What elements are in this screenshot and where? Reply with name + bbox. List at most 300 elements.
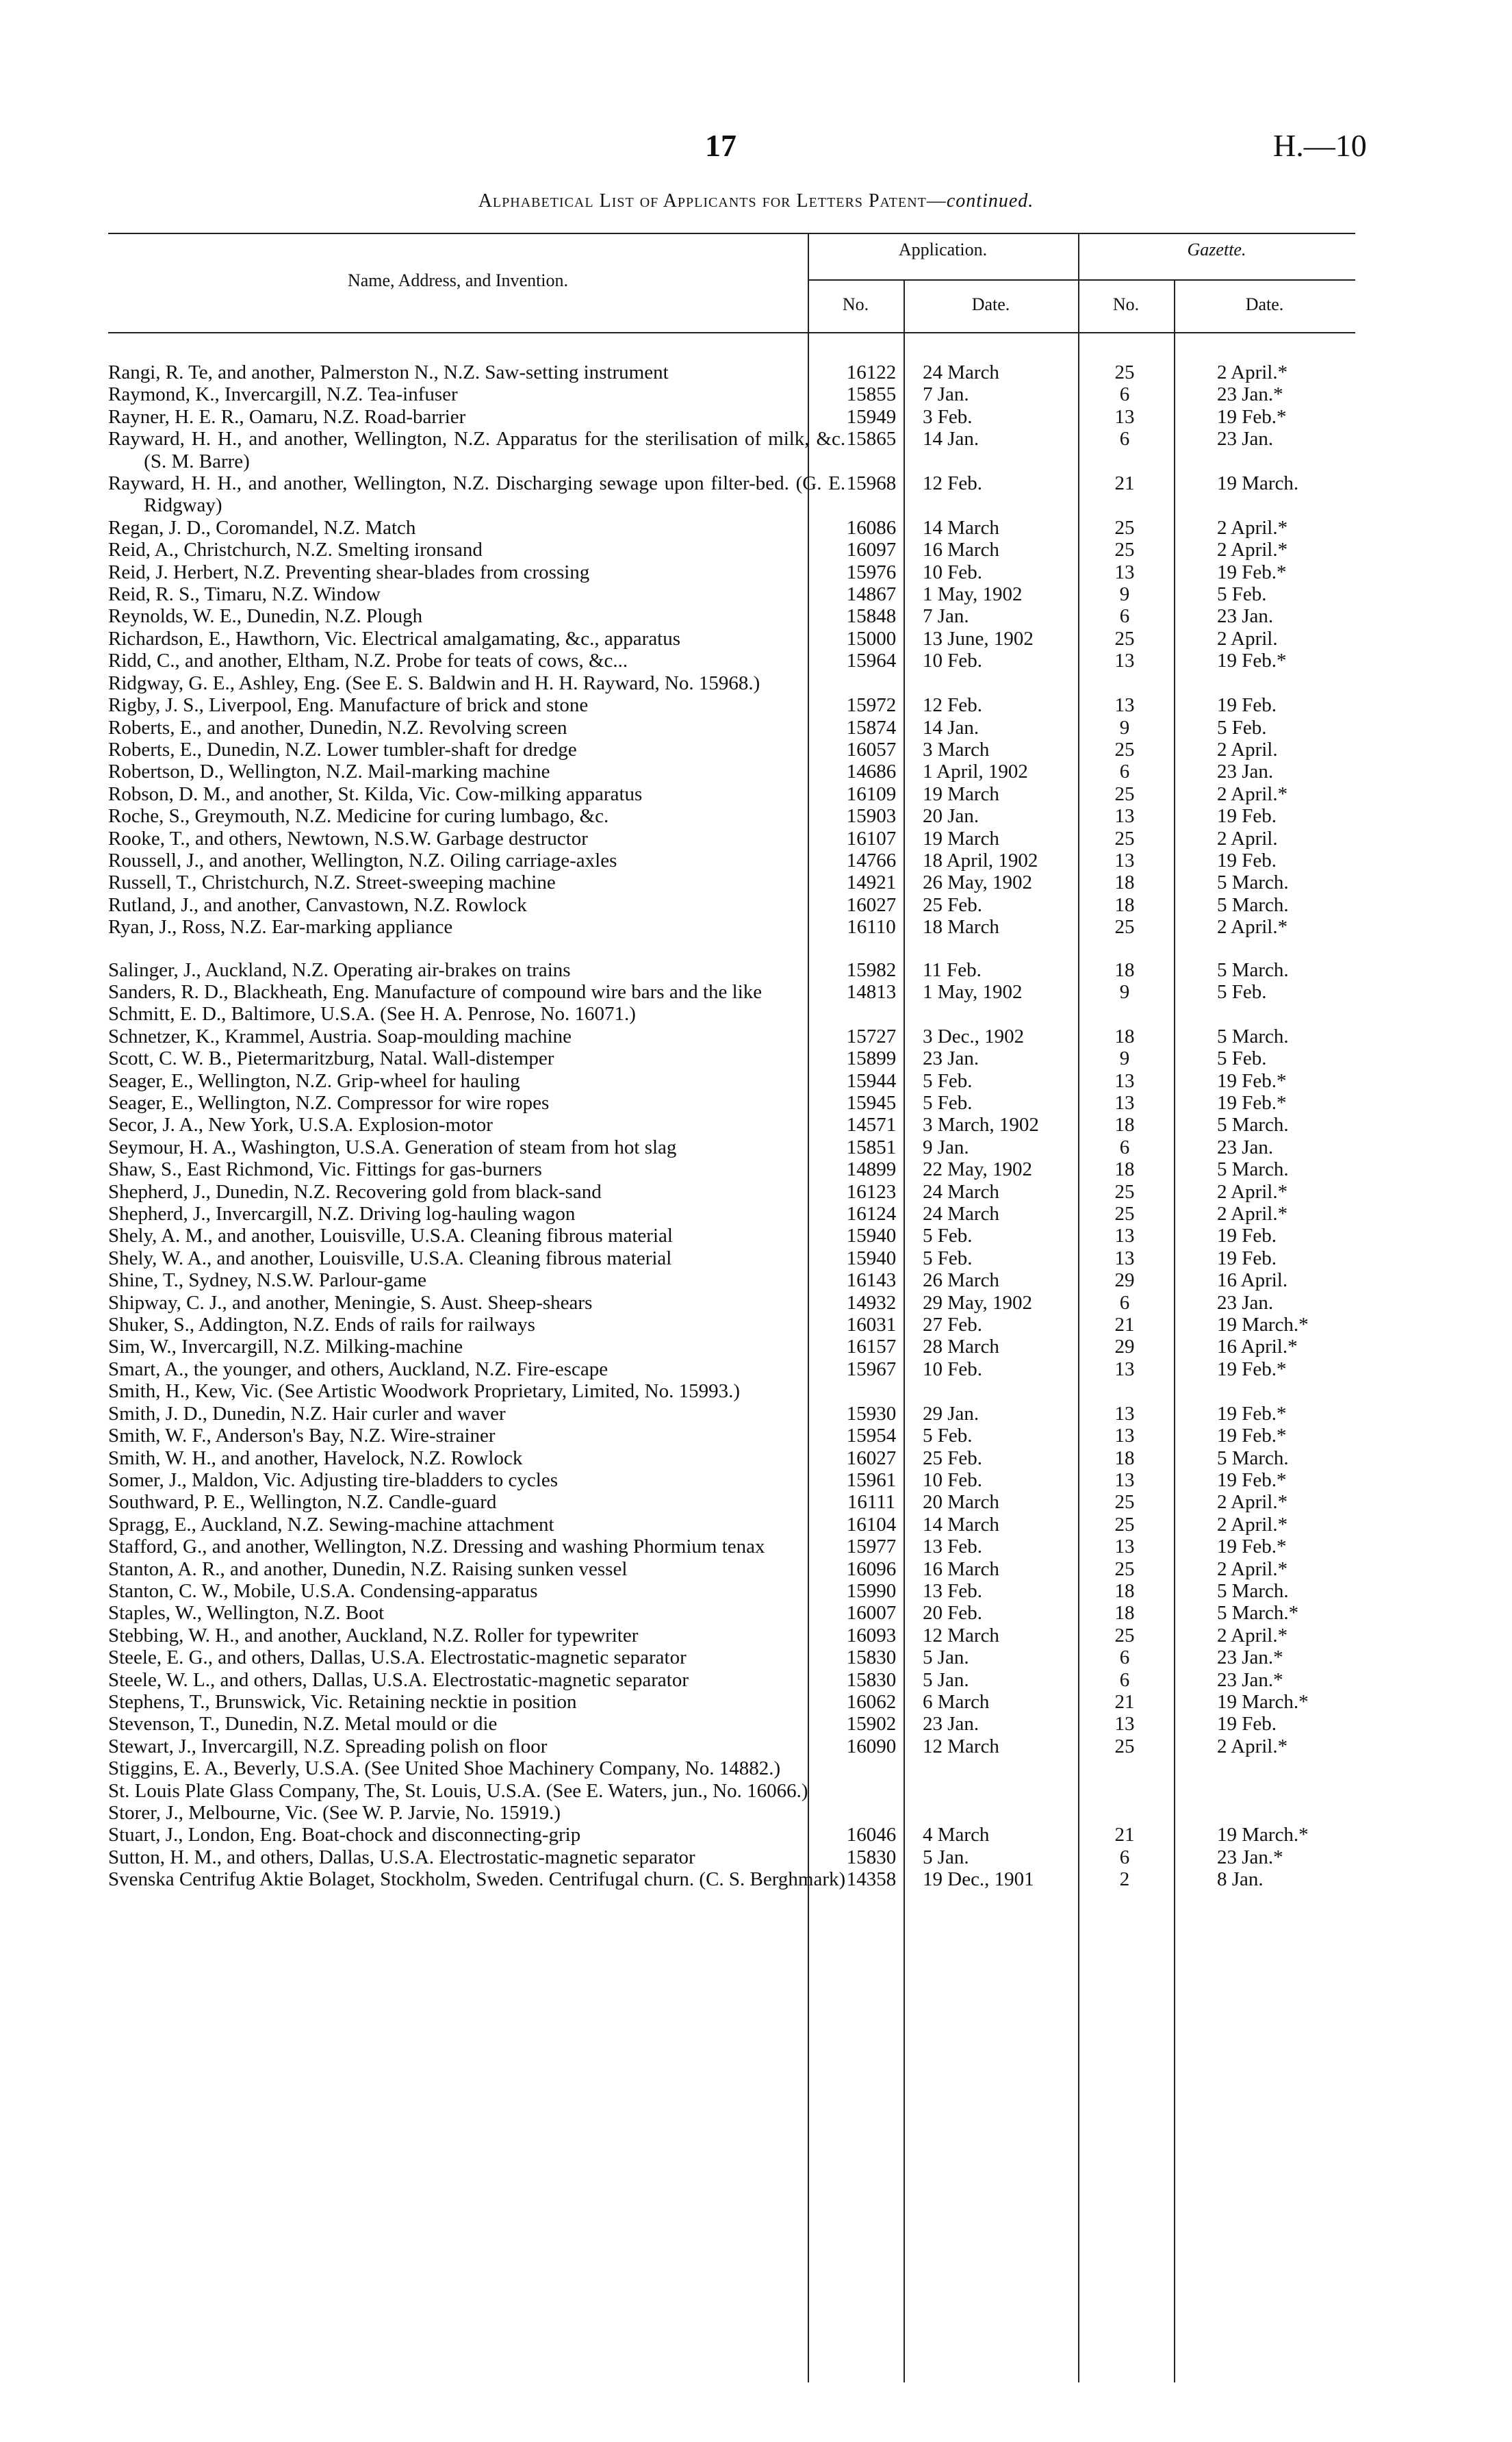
gazette-number: 18 bbox=[1114, 1579, 1135, 1602]
table-row bbox=[108, 1536, 1355, 1557]
application-number: 15855 bbox=[846, 383, 897, 406]
application-date: 24 March bbox=[923, 1203, 999, 1225]
gazette-number: 6 bbox=[1119, 1291, 1130, 1314]
gazette-date: 5 Feb. bbox=[1217, 716, 1267, 739]
application-date: 14 Jan. bbox=[923, 716, 979, 739]
applicant-name: Staples, W., Wellington, N.Z. Boot bbox=[108, 1602, 385, 1625]
application-number: 15940 bbox=[846, 1247, 897, 1269]
application-date: 18 April, 1902 bbox=[923, 849, 1038, 872]
application-number: 15903 bbox=[846, 805, 897, 828]
table-row bbox=[108, 1380, 1355, 1402]
gazette-date: 8 Jan. bbox=[1217, 1868, 1264, 1891]
applicant-name: Smith, W. H., and another, Havelock, N.Z. Rowlock bbox=[108, 1447, 523, 1469]
application-number: 15865 bbox=[846, 428, 897, 450]
applicant-name: Stanton, A. R., and another, Dunedin, N.Z. Raising sunken vessel bbox=[108, 1557, 628, 1580]
gazette-number: 6 bbox=[1119, 1668, 1130, 1691]
application-date: 20 Feb. bbox=[923, 1602, 982, 1625]
gazette-number: 9 bbox=[1119, 583, 1130, 606]
application-date: 12 Feb. bbox=[923, 694, 982, 717]
table-row bbox=[108, 1403, 1355, 1425]
applicant-name: Svenska Centrifug Aktie Bolaget, Stockholm, Sweden. Centrifugal churn. (C. S. Berghmark) bbox=[108, 1868, 846, 1891]
application-date: 1 April, 1902 bbox=[923, 761, 1028, 783]
gazette-number: 25 bbox=[1114, 783, 1135, 805]
application-header: Application. bbox=[898, 240, 988, 259]
application-number: 14766 bbox=[846, 849, 897, 872]
gazette-number: 6 bbox=[1119, 1846, 1130, 1868]
table-row bbox=[108, 1336, 1355, 1358]
gazette-date: 5 March. bbox=[1217, 1158, 1289, 1181]
application-number: 15944 bbox=[846, 1069, 897, 1092]
table-row bbox=[108, 1735, 1355, 1757]
table-row bbox=[108, 539, 1355, 561]
page-number: 17 bbox=[705, 128, 736, 163]
applicant-name: Reynolds, W. E., Dunedin, N.Z. Plough bbox=[108, 605, 423, 628]
applicant-name: Stafford, G., and another, Wellington, N.Z. Dressing and washing Phormium tenax bbox=[108, 1536, 765, 1558]
gazette-date: 19 Feb.* bbox=[1217, 1069, 1287, 1092]
gazette-date: 2 April.* bbox=[1217, 916, 1288, 939]
application-date: 12 March bbox=[923, 1735, 999, 1757]
applicant-name: Smith, J. D., Dunedin, N.Z. Hair curler and waver bbox=[108, 1402, 506, 1425]
application-date: 20 Jan. bbox=[923, 805, 979, 828]
applicant-name: Stewart, J., Invercargill, N.Z. Spreading polish on floor bbox=[108, 1735, 548, 1757]
gazette-number: 13 bbox=[1114, 805, 1135, 828]
applicant-name: Shipway, C. J., and another, Meningie, S. Aust. Sheep-shears bbox=[108, 1291, 593, 1314]
application-number: 15968 bbox=[846, 472, 897, 495]
header-top-rule bbox=[108, 233, 1355, 234]
application-number: 16046 bbox=[846, 1824, 897, 1846]
applicant-name: Sanders, R. D., Blackheath, Eng. Manufacture of compound wire bars and the like bbox=[108, 980, 763, 1003]
application-date: 4 March bbox=[923, 1824, 990, 1846]
application-number: 16124 bbox=[846, 1203, 897, 1225]
gazette-date: 2 April. bbox=[1217, 827, 1278, 850]
applicant-name: Shely, W. A., and another, Louisville, U.S.A. Cleaning fibrous material bbox=[108, 1247, 672, 1269]
application-date: 16 March bbox=[923, 539, 999, 561]
gazette-date: 19 Feb.* bbox=[1217, 1468, 1287, 1491]
applicant-name: Seager, E., Wellington, N.Z. Grip-wheel for hauling bbox=[108, 1069, 520, 1092]
application-no-header: No. bbox=[842, 294, 869, 314]
gazette-number: 6 bbox=[1119, 428, 1130, 450]
applicant-name: Roche, S., Greymouth, N.Z. Medicine for curing lumbago, &c. bbox=[108, 805, 609, 828]
gazette-date: 19 March.* bbox=[1217, 1314, 1309, 1336]
gazette-date: 19 March. bbox=[1217, 472, 1299, 495]
applicant-name: Ryan, J., Ross, N.Z. Ear-marking appliance bbox=[108, 916, 453, 939]
application-number: 14921 bbox=[846, 872, 897, 894]
application-number: 14899 bbox=[846, 1158, 897, 1181]
gazette-date: 5 Feb. bbox=[1217, 1047, 1267, 1070]
applicant-name: Seager, E., Wellington, N.Z. Compressor for wire ropes bbox=[108, 1092, 550, 1114]
table-row bbox=[108, 828, 1355, 850]
application-date: 13 Feb. bbox=[923, 1536, 982, 1558]
application-number: 15961 bbox=[846, 1468, 897, 1491]
application-number: 14571 bbox=[846, 1114, 897, 1136]
gazette-number: 18 bbox=[1114, 893, 1135, 916]
table-row bbox=[108, 1247, 1355, 1269]
gazette-date: 19 March.* bbox=[1217, 1824, 1309, 1846]
gazette-date: 2 April.* bbox=[1217, 1180, 1288, 1203]
table-row bbox=[108, 981, 1355, 1003]
application-number: 16007 bbox=[846, 1602, 897, 1625]
application-date: 3 March, 1902 bbox=[923, 1114, 1039, 1136]
application-date: 19 March bbox=[923, 783, 999, 805]
applicant-name: Rooke, T., and others, Newtown, N.S.W. Garbage destructor bbox=[108, 827, 588, 850]
application-date: 3 Feb. bbox=[923, 405, 973, 428]
gazette-date: 23 Jan.* bbox=[1217, 383, 1283, 406]
gazette-number: 13 bbox=[1114, 405, 1135, 428]
table-row bbox=[108, 383, 1355, 405]
table-row bbox=[108, 1225, 1355, 1247]
applicant-name: Somer, J., Maldon, Vic. Adjusting tire-bladders to cycles bbox=[108, 1468, 559, 1491]
application-date: 25 Feb. bbox=[923, 893, 982, 916]
applicant-name: St. Louis Plate Glass Company, The, St. Louis, U.S.A. (See E. Waters, jun., No. 16066.) bbox=[108, 1779, 808, 1802]
gazette-no-header: No. bbox=[1112, 294, 1140, 314]
applicant-name: Shepherd, J., Dunedin, N.Z. Recovering gold from black-sand bbox=[108, 1180, 602, 1203]
applicant-name: Rangi, R. Te, and another, Palmerston N., N.Z. Saw-setting instrument bbox=[108, 361, 669, 383]
table-row bbox=[108, 1669, 1355, 1691]
application-number: 15874 bbox=[846, 716, 897, 739]
applicant-name: Roussell, J., and another, Wellington, N.Z. Oiling carriage-axles bbox=[108, 849, 617, 872]
table-row bbox=[108, 694, 1355, 716]
application-number: 15830 bbox=[846, 1646, 897, 1669]
applicant-list bbox=[108, 361, 1355, 1891]
table-row bbox=[108, 1602, 1355, 1624]
list-title: Alphabetical List of Applicants for Letters Patent—continued. bbox=[478, 190, 1034, 212]
application-number: 16111 bbox=[847, 1491, 896, 1514]
applicant-name: Stebbing, W. H., and another, Auckland, N.Z. Roller for typewriter bbox=[108, 1624, 639, 1646]
application-date: 24 March bbox=[923, 1180, 999, 1203]
gazette-number: 6 bbox=[1119, 761, 1130, 783]
application-number: 15902 bbox=[846, 1713, 897, 1735]
table-row bbox=[108, 1203, 1355, 1225]
table-row bbox=[108, 1292, 1355, 1314]
gazette-number: 25 bbox=[1114, 1491, 1135, 1514]
table-row bbox=[108, 406, 1355, 428]
table-row bbox=[108, 1691, 1355, 1713]
application-date: 28 March bbox=[923, 1336, 999, 1358]
gazette-date: 2 April. bbox=[1217, 627, 1278, 650]
gazette-number: 25 bbox=[1114, 916, 1135, 939]
application-date: 29 May, 1902 bbox=[923, 1291, 1033, 1314]
gazette-date: 5 March. bbox=[1217, 1025, 1289, 1047]
gazette-date: 19 Feb.* bbox=[1217, 1402, 1287, 1425]
application-number: 16110 bbox=[847, 916, 896, 939]
gazette-number: 18 bbox=[1114, 958, 1135, 981]
applicant-name: Steele, E. G., and others, Dallas, U.S.A. Electrostatic-magnetic separator bbox=[108, 1646, 687, 1669]
table-row bbox=[108, 850, 1355, 872]
table-row bbox=[108, 959, 1355, 981]
table-row bbox=[108, 1181, 1355, 1203]
table-row bbox=[108, 872, 1355, 893]
gazette-date: 2 April.* bbox=[1217, 1491, 1288, 1514]
table-row bbox=[108, 1780, 1355, 1802]
table-row bbox=[108, 1092, 1355, 1114]
table-row bbox=[108, 583, 1355, 605]
gazette-date: 2 April.* bbox=[1217, 361, 1288, 383]
application-number: 14932 bbox=[846, 1291, 897, 1314]
application-number: 16031 bbox=[846, 1314, 897, 1336]
gazette-number: 25 bbox=[1114, 827, 1135, 850]
application-number: 15851 bbox=[846, 1136, 897, 1158]
application-date: 29 Jan. bbox=[923, 1402, 979, 1425]
table-row bbox=[108, 1026, 1355, 1047]
table-row bbox=[108, 1158, 1355, 1180]
gazette-date: 19 Feb.* bbox=[1217, 1425, 1287, 1447]
page-code: H.—10 bbox=[1273, 128, 1367, 163]
applicant-name: Steele, W. L., and others, Dallas, U.S.A. Electrostatic-magnetic separator bbox=[108, 1668, 689, 1691]
application-number: 16104 bbox=[846, 1513, 897, 1536]
table-row bbox=[108, 805, 1355, 827]
gazette-date: 5 March.* bbox=[1217, 1602, 1299, 1625]
application-date: 7 Jan. bbox=[923, 605, 969, 628]
gazette-number: 13 bbox=[1114, 1069, 1135, 1092]
applicant-name: Reid, A., Christchurch, N.Z. Smelting ironsand bbox=[108, 539, 483, 561]
applicant-name: Regan, J. D., Coromandel, N.Z. Match bbox=[108, 516, 416, 539]
gazette-date: 19 Feb. bbox=[1217, 1713, 1277, 1735]
gazette-number: 18 bbox=[1114, 1158, 1135, 1181]
application-number: 16062 bbox=[846, 1690, 897, 1713]
applicant-name: Smart, A., the younger, and others, Auckland, N.Z. Fire-escape bbox=[108, 1358, 608, 1380]
application-date: 14 March bbox=[923, 1513, 999, 1536]
application-number: 16096 bbox=[846, 1557, 897, 1580]
gazette-date: 5 March. bbox=[1217, 893, 1289, 916]
application-number: 16057 bbox=[846, 738, 897, 761]
application-number: 15945 bbox=[846, 1092, 897, 1114]
table-row bbox=[108, 1646, 1355, 1668]
table-row bbox=[108, 1491, 1355, 1513]
applicant-name: Southward, P. E., Wellington, N.Z. Candle-guard bbox=[108, 1491, 497, 1514]
applicant-name: Shine, T., Sydney, N.S.W. Parlour-game bbox=[108, 1269, 426, 1292]
application-number: 16143 bbox=[846, 1269, 897, 1292]
gazette-number: 13 bbox=[1114, 849, 1135, 872]
gazette-number: 9 bbox=[1119, 716, 1130, 739]
application-date: 10 Feb. bbox=[923, 1358, 982, 1380]
application-date: 5 Feb. bbox=[923, 1225, 973, 1247]
application-date: 5 Feb. bbox=[923, 1092, 973, 1114]
gazette-number: 13 bbox=[1114, 1092, 1135, 1114]
application-date: 27 Feb. bbox=[923, 1314, 982, 1336]
application-number: 16097 bbox=[846, 539, 897, 561]
application-date: 6 March bbox=[923, 1690, 990, 1713]
gazette-date: 23 Jan.* bbox=[1217, 1846, 1283, 1868]
applicant-name: Shepherd, J., Invercargill, N.Z. Driving log-hauling wagon bbox=[108, 1203, 576, 1225]
gazette-date: 2 April.* bbox=[1217, 539, 1288, 561]
application-number: 15899 bbox=[846, 1047, 897, 1070]
table-row bbox=[108, 1802, 1355, 1824]
gazette-number: 13 bbox=[1114, 1425, 1135, 1447]
application-number: 15977 bbox=[846, 1536, 897, 1558]
application-number: 15972 bbox=[846, 694, 897, 717]
application-date: 9 Jan. bbox=[923, 1136, 969, 1158]
application-number: 16027 bbox=[846, 1447, 897, 1469]
table-row bbox=[108, 672, 1355, 694]
gazette-number: 25 bbox=[1114, 1180, 1135, 1203]
gazette-header: Gazette. bbox=[1187, 240, 1246, 259]
application-number: 16157 bbox=[846, 1336, 897, 1358]
application-date: 5 Feb. bbox=[923, 1247, 973, 1269]
application-number: 14813 bbox=[846, 980, 897, 1003]
gazette-number: 25 bbox=[1114, 516, 1135, 539]
applicant-name: Ridgway, G. E., Ashley, Eng. (See E. S. Baldwin and H. H. Rayward, No. 15968.) bbox=[108, 672, 760, 694]
gazette-date: 19 Feb. bbox=[1217, 849, 1277, 872]
table-row bbox=[108, 605, 1355, 627]
application-date: 1 May, 1902 bbox=[923, 980, 1023, 1003]
applicant-name: Rayward, H. H., and another, Wellington, N.Z. Apparatus for the sterilisation of milk, &c. (S. M. Barre) bbox=[108, 428, 846, 472]
applicant-name: Shuker, S., Addington, N.Z. Ends of rails for railways bbox=[108, 1314, 535, 1336]
application-number: 16093 bbox=[846, 1624, 897, 1646]
gazette-number: 29 bbox=[1114, 1269, 1135, 1292]
gazette-number: 21 bbox=[1114, 472, 1135, 495]
gazette-date: 23 Jan. bbox=[1217, 428, 1274, 450]
application-date: 3 Dec., 1902 bbox=[923, 1025, 1025, 1047]
gazette-number: 9 bbox=[1119, 1047, 1130, 1070]
application-date: 5 Jan. bbox=[923, 1668, 969, 1691]
applicant-name: Rutland, J., and another, Canvastown, N.Z. Rowlock bbox=[108, 893, 527, 916]
gazette-number: 13 bbox=[1114, 1247, 1135, 1269]
gazette-number: 25 bbox=[1114, 361, 1135, 383]
table-row bbox=[108, 650, 1355, 672]
application-number: 15727 bbox=[846, 1025, 897, 1047]
table-row bbox=[108, 916, 1355, 938]
gazette-number: 2 bbox=[1119, 1868, 1130, 1891]
table-row bbox=[108, 517, 1355, 539]
gazette-date: 19 Feb.* bbox=[1217, 405, 1287, 428]
application-date: 20 March bbox=[923, 1491, 999, 1514]
gazette-date: 19 Feb.* bbox=[1217, 650, 1287, 672]
gazette-number: 25 bbox=[1114, 1624, 1135, 1646]
gazette-date: 19 Feb.* bbox=[1217, 1092, 1287, 1114]
gazette-number: 18 bbox=[1114, 1025, 1135, 1047]
application-subrule bbox=[808, 279, 1078, 281]
application-number: 14867 bbox=[846, 583, 897, 606]
applicant-name: Stiggins, E. A., Beverly, U.S.A. (See United Shoe Machinery Company, No. 14882.) bbox=[108, 1757, 781, 1780]
table-row bbox=[108, 1868, 1355, 1890]
table-row bbox=[108, 1425, 1355, 1447]
table-row bbox=[108, 739, 1355, 761]
application-date: 14 Jan. bbox=[923, 428, 979, 450]
gazette-number: 25 bbox=[1114, 627, 1135, 650]
gazette-date: 5 March. bbox=[1217, 1579, 1289, 1602]
application-number: 14686 bbox=[846, 761, 897, 783]
gazette-date: 5 Feb. bbox=[1217, 583, 1267, 606]
applicant-name: Ridd, C., and another, Eltham, N.Z. Probe for teats of cows, &c... bbox=[108, 650, 628, 672]
application-date: 5 Jan. bbox=[923, 1646, 969, 1669]
table-row bbox=[108, 1358, 1355, 1380]
application-date: 7 Jan. bbox=[923, 383, 969, 406]
application-number: 15954 bbox=[846, 1425, 897, 1447]
application-date: 26 May, 1902 bbox=[923, 872, 1033, 894]
table-row bbox=[108, 628, 1355, 650]
applicant-name: Schmitt, E. D., Baltimore, U.S.A. (See H. A. Penrose, No. 16071.) bbox=[108, 1003, 636, 1026]
list-title-main: Alphabetical List of Applicants for Letters Patent bbox=[478, 190, 927, 212]
application-date: 14 March bbox=[923, 516, 999, 539]
application-number: 15940 bbox=[846, 1225, 897, 1247]
gazette-number: 13 bbox=[1114, 561, 1135, 583]
application-date: 22 May, 1902 bbox=[923, 1158, 1033, 1181]
gazette-number: 21 bbox=[1114, 1690, 1135, 1713]
gazette-date: 19 Feb. bbox=[1217, 1225, 1277, 1247]
gazette-date: 23 Jan.* bbox=[1217, 1646, 1283, 1669]
gazette-number: 13 bbox=[1114, 1358, 1135, 1380]
gazette-number: 25 bbox=[1114, 738, 1135, 761]
application-number: 15967 bbox=[846, 1358, 897, 1380]
application-number: 15000 bbox=[846, 627, 897, 650]
applicant-name: Rayward, H. H., and another, Wellington, N.Z. Discharging sewage upon filter-bed. (G. E. Ridgway) bbox=[108, 472, 846, 517]
application-date: 13 June, 1902 bbox=[923, 627, 1034, 650]
gazette-number: 21 bbox=[1114, 1824, 1135, 1846]
application-number: 15949 bbox=[846, 405, 897, 428]
table-row bbox=[108, 1136, 1355, 1158]
table-row bbox=[108, 1757, 1355, 1779]
gazette-date: 5 March. bbox=[1217, 1447, 1289, 1469]
table-row bbox=[108, 1713, 1355, 1735]
application-date: 23 Jan. bbox=[923, 1047, 979, 1070]
table-row bbox=[108, 761, 1355, 783]
gazette-date: 23 Jan. bbox=[1217, 1291, 1274, 1314]
applicant-name: Storer, J., Melbourne, Vic. (See W. P. Jarvie, No. 15919.) bbox=[108, 1802, 561, 1824]
table-row bbox=[108, 783, 1355, 805]
application-date: 13 Feb. bbox=[923, 1579, 982, 1602]
gazette-number: 13 bbox=[1114, 1713, 1135, 1735]
application-number: 16090 bbox=[846, 1735, 897, 1757]
application-date: 19 Dec., 1901 bbox=[923, 1868, 1034, 1891]
gazette-date: 5 March. bbox=[1217, 1114, 1289, 1136]
applicant-name: Stevenson, T., Dunedin, N.Z. Metal mould or die bbox=[108, 1713, 498, 1735]
table-row bbox=[108, 1314, 1355, 1336]
gazette-date: 19 March.* bbox=[1217, 1690, 1309, 1713]
applicant-name: Smith, H., Kew, Vic. (See Artistic Woodwork Proprietary, Limited, No. 15993.) bbox=[108, 1380, 741, 1403]
applicant-name: Salinger, J., Auckland, N.Z. Operating air-brakes on trains bbox=[108, 958, 571, 981]
gazette-number: 13 bbox=[1114, 1402, 1135, 1425]
application-date: 12 March bbox=[923, 1624, 999, 1646]
application-date: 18 March bbox=[923, 916, 999, 939]
gazette-number: 6 bbox=[1119, 1646, 1130, 1669]
application-number: 16086 bbox=[846, 516, 897, 539]
applicant-name: Robson, D. M., and another, St. Kilda, Vic. Cow-milking apparatus bbox=[108, 783, 643, 805]
gazette-date: 23 Jan. bbox=[1217, 605, 1274, 628]
gazette-date: 19 Feb. bbox=[1217, 805, 1277, 828]
application-date: 10 Feb. bbox=[923, 650, 982, 672]
application-date: 25 Feb. bbox=[923, 1447, 982, 1469]
name-column-header: Name, Address, and Invention. bbox=[347, 270, 569, 290]
gazette-number: 13 bbox=[1114, 1468, 1135, 1491]
application-date: 1 May, 1902 bbox=[923, 583, 1023, 606]
gazette-number: 13 bbox=[1114, 650, 1135, 672]
applicant-name: Reid, J. Herbert, N.Z. Preventing shear-blades from crossing bbox=[108, 561, 590, 583]
applicant-name: Stuart, J., London, Eng. Boat-chock and disconnecting-grip bbox=[108, 1824, 581, 1846]
application-date: 10 Feb. bbox=[923, 1468, 982, 1491]
table-row bbox=[108, 1846, 1355, 1868]
application-number: 16027 bbox=[846, 893, 897, 916]
applicant-name: Russell, T., Christchurch, N.Z. Street-sweeping machine bbox=[108, 872, 556, 894]
applicant-name: Schnetzer, K., Krammel, Austria. Soap-moulding machine bbox=[108, 1025, 572, 1047]
applicant-name: Stephens, T., Brunswick, Vic. Retaining necktie in position bbox=[108, 1690, 577, 1713]
gazette-date-header: Date. bbox=[1245, 294, 1284, 314]
gazette-subrule bbox=[1078, 279, 1355, 281]
gazette-date: 2 April.* bbox=[1217, 1203, 1288, 1225]
applicant-name: Shaw, S., East Richmond, Vic. Fittings for gas-burners bbox=[108, 1158, 542, 1181]
application-date: 10 Feb. bbox=[923, 561, 982, 583]
gazette-number: 6 bbox=[1119, 1136, 1130, 1158]
application-date: 3 March bbox=[923, 738, 990, 761]
gazette-number: 18 bbox=[1114, 1602, 1135, 1625]
table-row bbox=[108, 894, 1355, 916]
gazette-number: 13 bbox=[1114, 694, 1135, 717]
table-row bbox=[108, 1469, 1355, 1491]
application-date: 5 Jan. bbox=[923, 1846, 969, 1868]
application-number: 16123 bbox=[846, 1180, 897, 1203]
gazette-date: 2 April.* bbox=[1217, 783, 1288, 805]
gazette-number: 29 bbox=[1114, 1336, 1135, 1358]
gazette-date: 19 Feb.* bbox=[1217, 1536, 1287, 1558]
